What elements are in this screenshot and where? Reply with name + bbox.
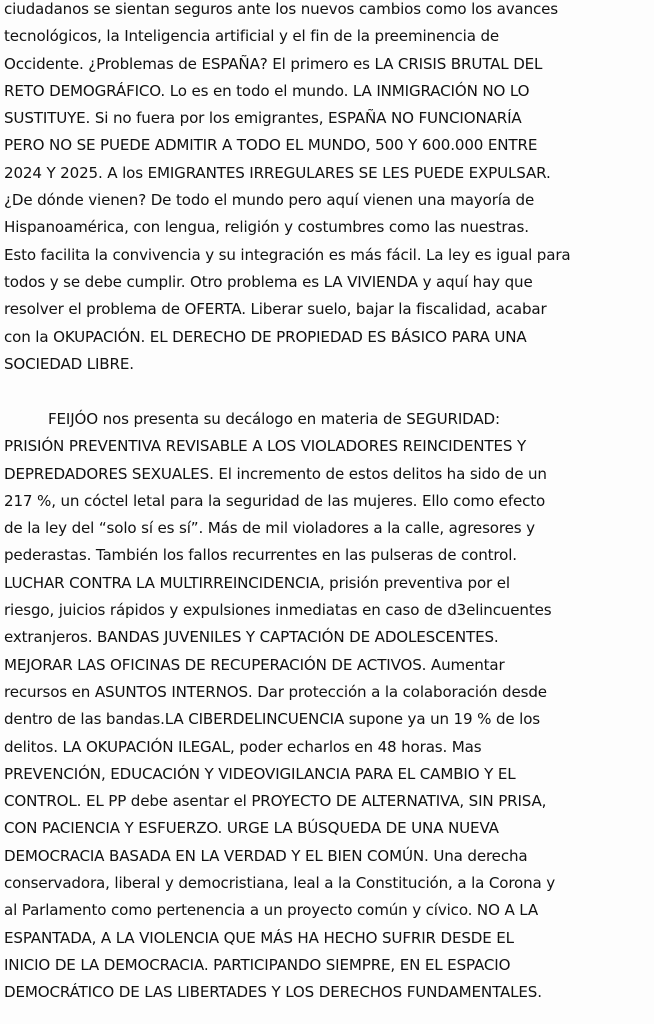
text-line: tecnológicos, la Inteligencia artificial y el fin de la preeminencia de <box>4 27 500 46</box>
text-line: DEMOCRACIA BASADA EN LA VERDAD Y EL BIEN COMÚN. Una derecha <box>4 846 528 865</box>
text-line: al Parlamento como pertenencia a un proyecto común y cívico. NO A LA <box>4 901 539 920</box>
text-line: extranjeros. BANDAS JUVENILES Y CAPTACIÓN DE ADOLESCENTES. <box>4 628 499 647</box>
text-line: ciudadanos se sientan seguros ante los nuevos cambios como los avances <box>4 0 559 18</box>
text-line: SOCIEDAD LIBRE. <box>4 354 134 373</box>
text-line: Esto facilita la convivencia y su integración es más fácil. La ley es igual para <box>4 245 571 264</box>
text-line: Occidente. ¿Problemas de ESPAÑA? El primero es LA CRISIS BRUTAL DEL <box>4 54 543 73</box>
text-line: Hispanoamérica, con lengua, religión y costumbres como las nuestras. <box>4 218 529 237</box>
text-line: con la OKUPACIÓN. EL DERECHO DE PROPIEDAD ES BÁSICO PARA UNA <box>4 327 527 346</box>
text-line: resolver el problema de OFERTA. Liberar suelo, bajar la fiscalidad, acabar <box>4 300 547 319</box>
text-line: PERO NO SE PUEDE ADMITIR A TODO EL MUNDO, 500 Y 600.000 ENTRE <box>4 136 538 155</box>
text-line: LUCHAR CONTRA LA MULTIRREINCIDENCIA, prisión preventiva por el <box>4 573 510 592</box>
text-line: ¿De dónde vienen? De todo el mundo pero aquí vienen una mayoría de <box>4 191 535 210</box>
text-line: SUSTITUYE. Si no fuera por los emigrantes, ESPAÑA NO FUNCIONARÍA <box>4 109 522 128</box>
text-line: DEMOCRÁTICO DE LAS LIBERTADES Y LOS DERECHOS FUNDAMENTALES. <box>4 983 542 1002</box>
text-line: ESPANTADA, A LA VIOLENCIA QUE MÁS HA HECHO SUFRIR DESDE EL <box>4 928 514 947</box>
text-line: FEIJÓO nos presenta su decálogo en materia de SEGURIDAD: <box>48 410 500 428</box>
text-line: todos y se debe cumplir. Otro problema es LA VIVIENDA y aquí hay que <box>4 272 533 291</box>
text-line: DEPREDADORES SEXUALES. El incremento de estos delitos ha sido de un <box>4 464 547 483</box>
text-line: delitos. LA OKUPACIÓN ILEGAL, poder echarlos en 48 horas. Mas <box>4 737 482 756</box>
text-line: recursos en ASUNTOS INTERNOS. Dar protección a la colaboración desde <box>4 682 547 701</box>
text-line: RETO DEMOGRÁFICO. Lo es en todo el mundo. LA INMIGRACIÓN NO LO <box>4 81 530 100</box>
text-line: INICIO DE LA DEMOCRACIA. PARTICIPANDO SIEMPRE, EN EL ESPACIO <box>4 955 511 974</box>
text-line: CONTROL. EL PP debe asentar el PROYECTO DE ALTERNATIVA, SIN PRISA, <box>4 792 547 811</box>
text-line: dentro de las bandas.LA CIBERDELINCUENCIA supone ya un 19 % de los <box>4 710 541 729</box>
text-line: 2024 Y 2025. A los EMIGRANTES IRREGULARES SE LES PUEDE EXPULSAR. <box>4 163 551 182</box>
text-line: 217 %, un cóctel letal para la seguridad de las mujeres. Ello como efecto <box>4 491 546 510</box>
text-line: PREVENCIÓN, EDUCACIÓN Y VIDEOVIGILANCIA PARA EL CAMBIO Y EL <box>4 764 516 783</box>
text-line: pederastas. También los fallos recurrentes en las pulseras de control. <box>4 546 517 565</box>
text-line: PRISIÓN PREVENTIVA REVISABLE A LOS VIOLADORES REINCIDENTES Y <box>4 437 527 456</box>
text-line: riesgo, juicios rápidos y expulsiones inmediatas en caso de d3elincuentes <box>4 601 552 620</box>
paragraph-1 <box>4 0 648 378</box>
text-line: de la ley del “solo sí es sí”. Más de mil violadores a la calle, agresores y <box>4 519 535 538</box>
text-line: MEJORAR LAS OFICINAS DE RECUPERACIÓN DE ACTIVOS. Aumentar <box>4 655 505 674</box>
text-line: conservadora, liberal y democristiana, leal a la Constitución, a la Corona y <box>4 874 556 893</box>
paragraph-2 <box>4 406 648 1007</box>
text-line: CON PACIENCIA Y ESFUERZO. URGE LA BÚSQUEDA DE UNA NUEVA <box>4 819 499 838</box>
